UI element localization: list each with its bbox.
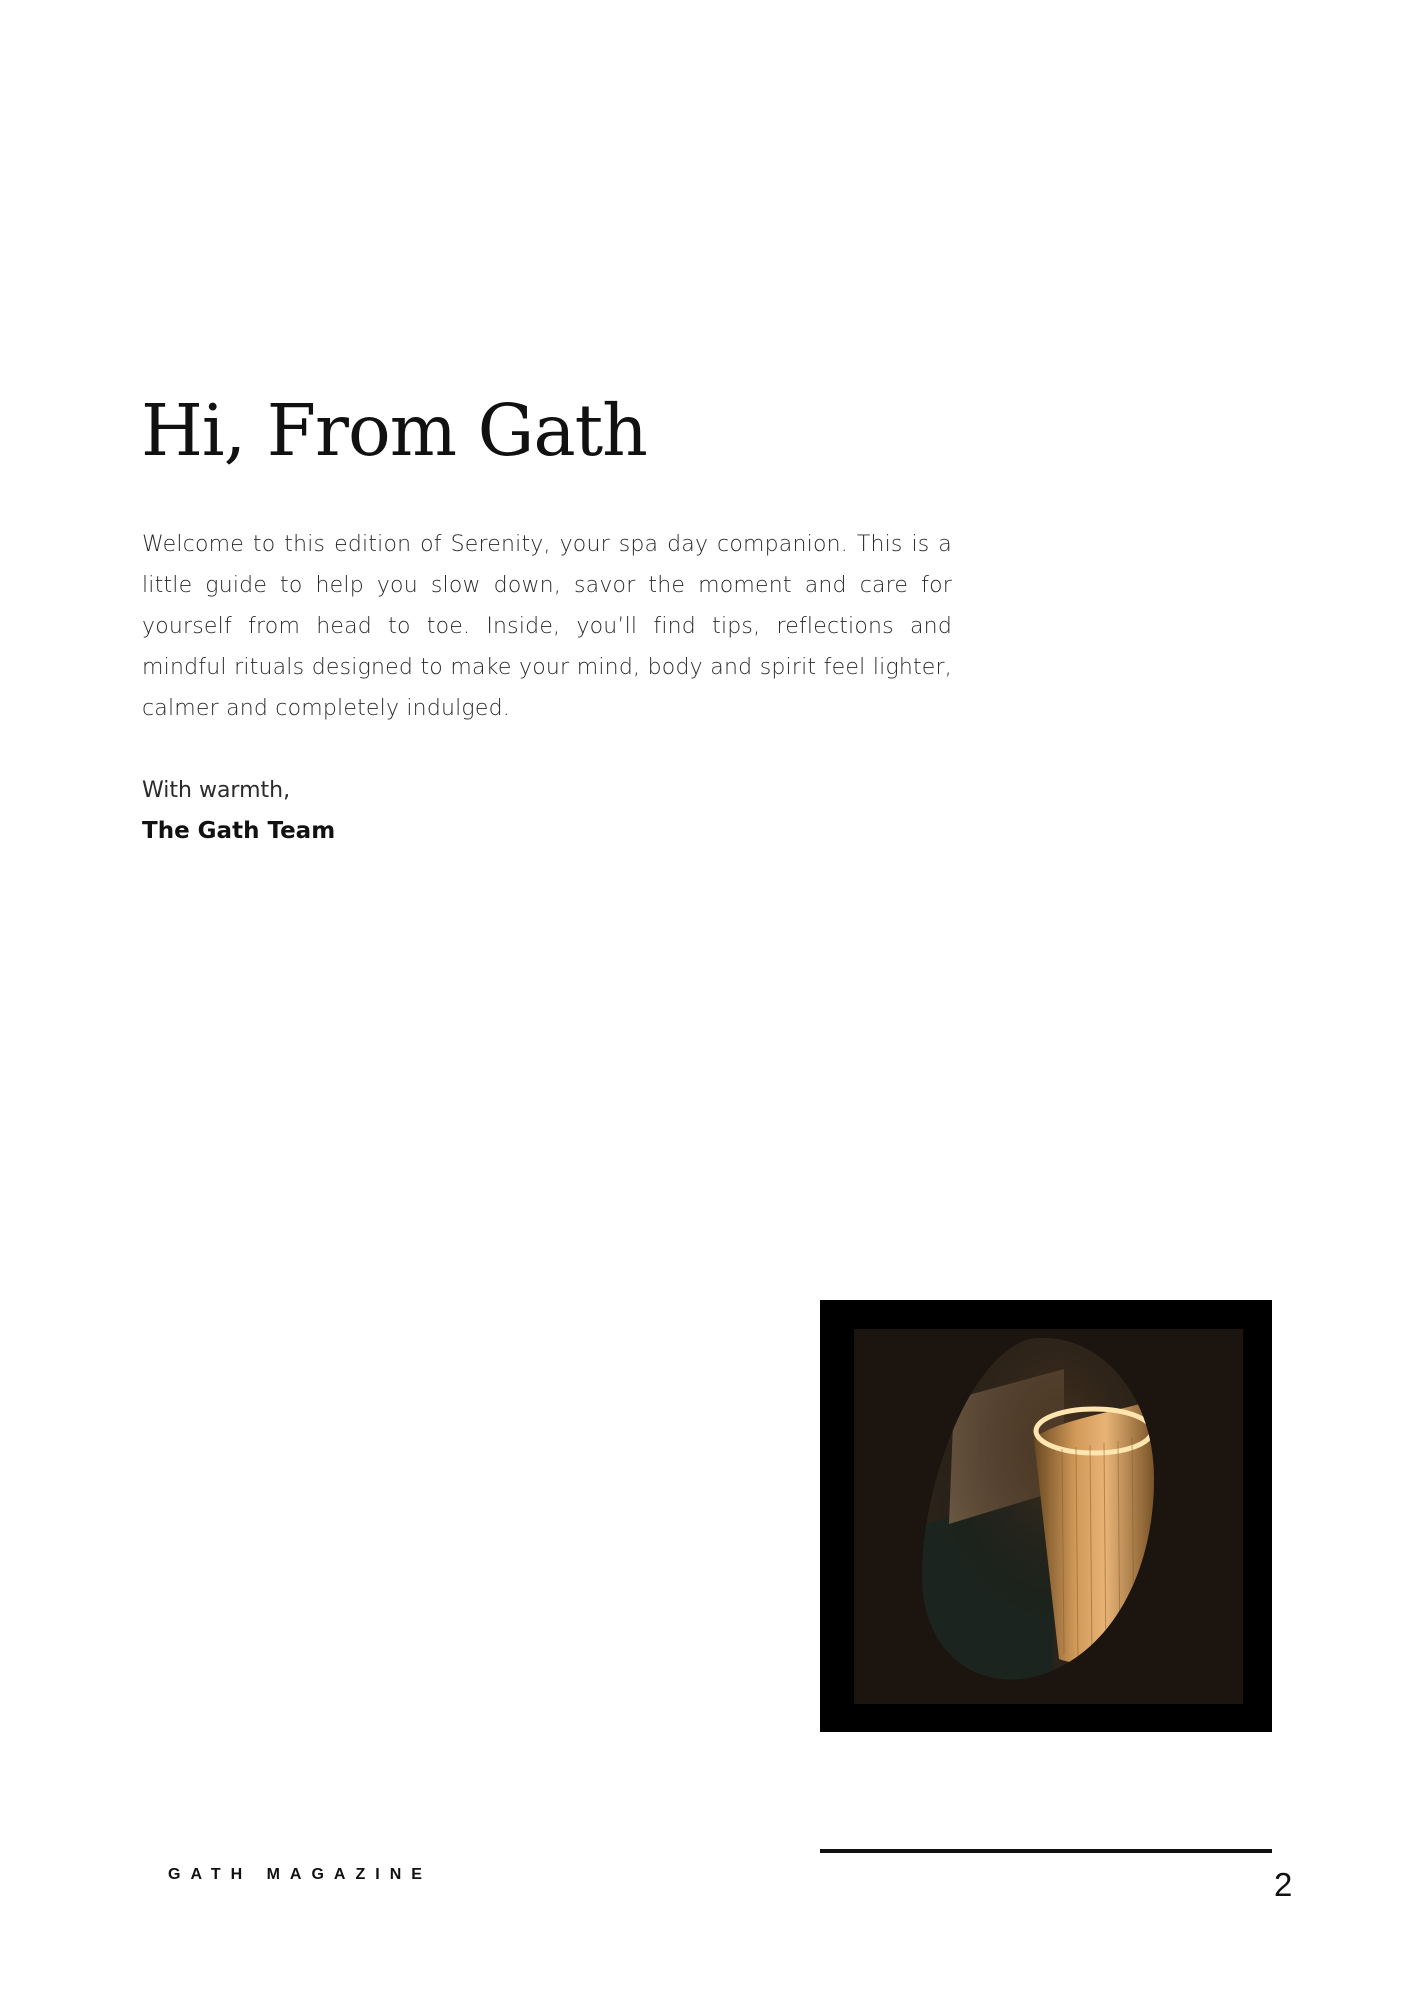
welcome-paragraph: Welcome to this edition of Serenity, your spa day companion. This is a little guide to help you slow down, savor the moment and care for yourself from head to toe. Inside, you’ll find tips, reflections and mindful rituals designed to make your mind, body and spirit feel lighter, calmer and completely indulged. xyxy=(142,532,952,721)
signoff-text: With warmth, xyxy=(142,778,291,803)
spa-photo-frame xyxy=(820,1300,1272,1732)
page-number: 2 xyxy=(1274,1866,1293,1903)
spa-lamp-photo xyxy=(854,1329,1243,1704)
magazine-name: GATH MAGAZINE xyxy=(168,1866,432,1883)
page-title: Hi, From Gath xyxy=(141,389,647,472)
footer-rule xyxy=(820,1849,1272,1853)
signature: The Gath Team xyxy=(142,818,336,844)
spa-lamp-illustration xyxy=(854,1329,1243,1704)
